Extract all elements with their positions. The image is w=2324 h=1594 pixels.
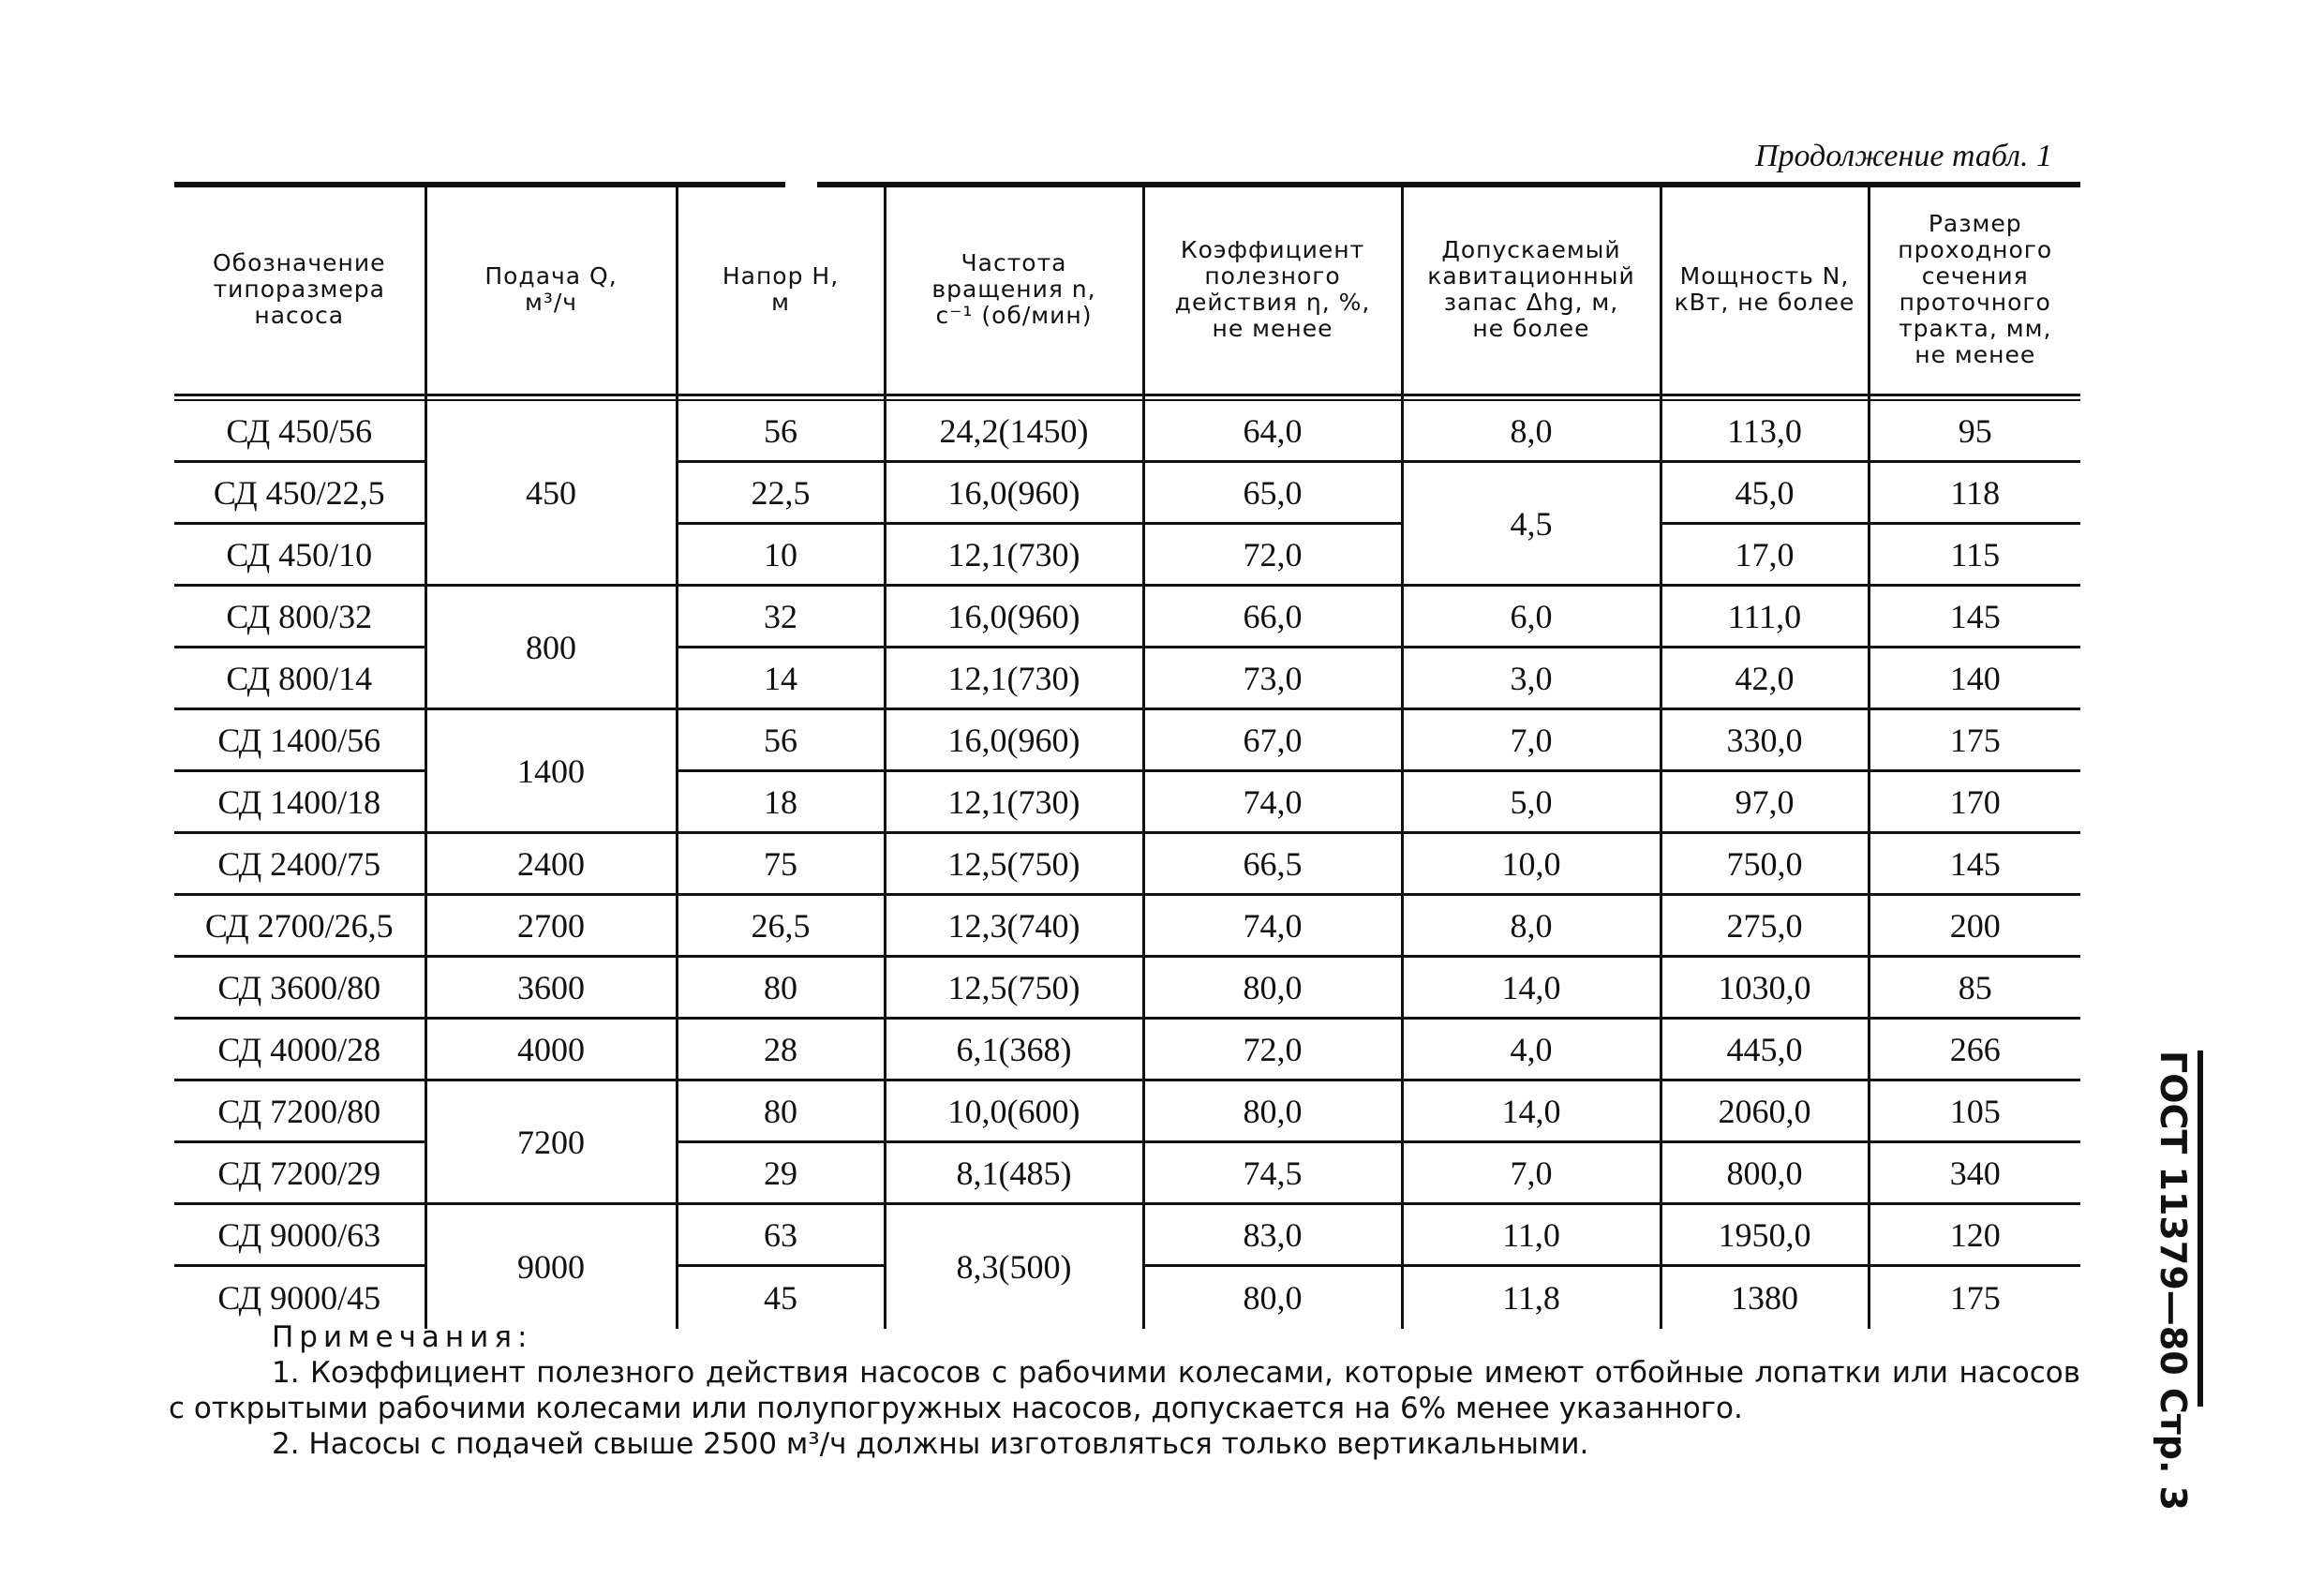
cell-designation: СД 800/32: [174, 586, 425, 648]
cell-designation: СД 1400/18: [174, 771, 425, 833]
header-cavitation-margin: Допускаемый кавитационный запас Δhg, м, не более: [1402, 187, 1661, 392]
cell-passage: 95: [1869, 392, 2080, 462]
cell-frequency: 16,0(960): [885, 462, 1143, 524]
cell-passage: 170: [1869, 771, 2080, 833]
cell-head: 45: [677, 1266, 885, 1330]
cell-frequency: 12,1(730): [885, 524, 1143, 586]
cell-cavitation: 7,0: [1402, 709, 1661, 771]
cell-frequency: 8,1(485): [885, 1142, 1143, 1204]
cell-frequency: 12,5(750): [885, 833, 1143, 895]
cell-passage: 175: [1869, 1266, 2080, 1330]
table-row: [174, 709, 2080, 771]
cell-frequency: 12,1(730): [885, 648, 1143, 709]
table-header-row: [174, 187, 2080, 392]
cell-passage: 145: [1869, 586, 2080, 648]
cell-flow: 1400: [425, 709, 677, 833]
pump-parameters-table: [174, 187, 2080, 1329]
header-flow: Подача Q, м³/ч: [425, 187, 677, 392]
cell-flow: 7200: [425, 1080, 677, 1204]
cell-power: 45,0: [1661, 462, 1869, 524]
cell-designation: СД 7200/29: [174, 1142, 425, 1204]
header-power: Мощность N, кВт, не более: [1661, 187, 1869, 392]
cell-power: 17,0: [1661, 524, 1869, 586]
cell-head: 26,5: [677, 895, 885, 957]
cell-power: 750,0: [1661, 833, 1869, 895]
cell-flow: 4000: [425, 1019, 677, 1080]
cell-passage: 118: [1869, 462, 2080, 524]
cell-cavitation: 14,0: [1402, 1080, 1661, 1142]
cell-cavitation: 11,0: [1402, 1204, 1661, 1266]
cell-frequency: 16,0(960): [885, 586, 1143, 648]
cell-cavitation: 10,0: [1402, 833, 1661, 895]
cell-power: 111,0: [1661, 586, 1869, 648]
cell-designation: СД 7200/80: [174, 1080, 425, 1142]
header-passage-size: Размер проходного сечения проточного тракта, мм, не менее: [1869, 187, 2080, 392]
cell-designation: СД 9000/63: [174, 1204, 425, 1266]
cell-passage: 340: [1869, 1142, 2080, 1204]
cell-cavitation: 7,0: [1402, 1142, 1661, 1204]
cell-efficiency: 80,0: [1143, 1080, 1402, 1142]
cell-cavitation: 8,0: [1402, 392, 1661, 462]
cell-power: 275,0: [1661, 895, 1869, 957]
header-rotation-frequency: Частота вращения n, с⁻¹ (об/мин): [885, 187, 1143, 392]
cell-efficiency: 80,0: [1143, 1266, 1402, 1330]
cell-head: 18: [677, 771, 885, 833]
table-row: [174, 833, 2080, 895]
cell-cavitation: 6,0: [1402, 586, 1661, 648]
notes-section: [169, 1319, 2080, 1462]
cell-power: 330,0: [1661, 709, 1869, 771]
cell-passage: 145: [1869, 833, 2080, 895]
table-continuation-label: Продолжение табл. 1: [1754, 139, 2052, 173]
header-efficiency: Коэффициент полезного действия η, %, не менее: [1143, 187, 1402, 392]
note-item: 2. Насосы с подачей свыше 2500 м³/ч должны изготовляться только вертикальными.: [272, 1427, 1589, 1461]
cell-head: 80: [677, 957, 885, 1019]
cell-cavitation: 5,0: [1402, 771, 1661, 833]
header-head: Напор H, м: [677, 187, 885, 392]
cell-efficiency: 74,0: [1143, 895, 1402, 957]
header-designation: Обозначение типоразмера насоса: [213, 249, 386, 329]
cell-power: 1030,0: [1661, 957, 1869, 1019]
cell-designation: СД 450/10: [174, 524, 425, 586]
cell-efficiency: 66,0: [1143, 586, 1402, 648]
page-side-label: ГОСТ 11379—80 Стр. 3: [2145, 1050, 2203, 1407]
table-row: [174, 1019, 2080, 1080]
cell-power: 445,0: [1661, 1019, 1869, 1080]
table-row: [174, 957, 2080, 1019]
cell-head: 10: [677, 524, 885, 586]
cell-efficiency: 65,0: [1143, 462, 1402, 524]
cell-efficiency: 74,5: [1143, 1142, 1402, 1204]
cell-designation: СД 3600/80: [174, 957, 425, 1019]
cell-passage: 266: [1869, 1019, 2080, 1080]
cell-power: 1380: [1661, 1266, 1869, 1330]
cell-cavitation: 3,0: [1402, 648, 1661, 709]
cell-passage: 115: [1869, 524, 2080, 586]
cell-head: 56: [677, 392, 885, 462]
cell-frequency: 10,0(600): [885, 1080, 1143, 1142]
cell-cavitation: 11,8: [1402, 1266, 1661, 1330]
cell-frequency: 24,2(1450): [885, 392, 1143, 462]
note-item: 1. Коэффициент полезного действия насосов с рабочими колесами, которые имеют отбойные лопатки или насосов с открытыми рабочими колесами или полупогружных насосов, допускается на 6% менее указанного.: [169, 1356, 2080, 1425]
table-row: [174, 1080, 2080, 1142]
cell-designation: СД 800/14: [174, 648, 425, 709]
cell-passage: 85: [1869, 957, 2080, 1019]
cell-cavitation: 4,5: [1402, 462, 1661, 586]
cell-cavitation: 14,0: [1402, 957, 1661, 1019]
cell-efficiency: 80,0: [1143, 957, 1402, 1019]
cell-frequency: 12,5(750): [885, 957, 1143, 1019]
cell-efficiency: 74,0: [1143, 771, 1402, 833]
cell-designation: СД 4000/28: [174, 1019, 425, 1080]
cell-designation: СД 450/22,5: [174, 462, 425, 524]
cell-efficiency: 64,0: [1143, 392, 1402, 462]
cell-flow: 450: [425, 392, 677, 586]
cell-designation: СД 1400/56: [174, 709, 425, 771]
table-row: [174, 586, 2080, 648]
cell-head: 14: [677, 648, 885, 709]
cell-designation: СД 9000/45: [217, 1279, 381, 1317]
cell-efficiency: 66,5: [1143, 833, 1402, 895]
table-row: [174, 1204, 2080, 1266]
cell-frequency: 16,0(960): [885, 709, 1143, 771]
cell-passage: 175: [1869, 709, 2080, 771]
cell-frequency: 12,1(730): [885, 771, 1143, 833]
cell-flow: 2700: [425, 895, 677, 957]
cell-flow: 800: [425, 586, 677, 709]
cell-head: 28: [677, 1019, 885, 1080]
table-row: [174, 895, 2080, 957]
cell-efficiency: 67,0: [1143, 709, 1402, 771]
cell-head: 32: [677, 586, 885, 648]
cell-efficiency: 72,0: [1143, 1019, 1402, 1080]
cell-passage: 200: [1869, 895, 2080, 957]
table-row: [174, 392, 2080, 462]
cell-designation: СД 2700/26,5: [174, 895, 425, 957]
cell-head: 75: [677, 833, 885, 895]
cell-power: 113,0: [1661, 392, 1869, 462]
cell-cavitation: 4,0: [1402, 1019, 1661, 1080]
cell-head: 63: [677, 1204, 885, 1266]
cell-frequency: 8,3(500): [885, 1204, 1143, 1330]
cell-head: 80: [677, 1080, 885, 1142]
cell-efficiency: 72,0: [1143, 524, 1402, 586]
cell-head: 56: [677, 709, 885, 771]
notes-title: Примечания:: [272, 1320, 533, 1354]
cell-head: 29: [677, 1142, 885, 1204]
cell-passage: 120: [1869, 1204, 2080, 1266]
cell-power: 1950,0: [1661, 1204, 1869, 1266]
cell-efficiency: 73,0: [1143, 648, 1402, 709]
cell-flow: 2400: [425, 833, 677, 895]
cell-frequency: 6,1(368): [885, 1019, 1143, 1080]
cell-power: 97,0: [1661, 771, 1869, 833]
cell-head: 22,5: [677, 462, 885, 524]
cell-frequency: 12,3(740): [885, 895, 1143, 957]
cell-passage: 105: [1869, 1080, 2080, 1142]
cell-power: 800,0: [1661, 1142, 1869, 1204]
cell-designation: СД 450/56: [174, 392, 425, 462]
cell-efficiency: 83,0: [1143, 1204, 1402, 1266]
cell-designation: СД 2400/75: [174, 833, 425, 895]
cell-passage: 140: [1869, 648, 2080, 709]
cell-power: 42,0: [1661, 648, 1869, 709]
cell-cavitation: 8,0: [1402, 895, 1661, 957]
cell-flow: 9000: [425, 1204, 677, 1330]
cell-flow: 3600: [425, 957, 677, 1019]
cell-power: 2060,0: [1661, 1080, 1869, 1142]
